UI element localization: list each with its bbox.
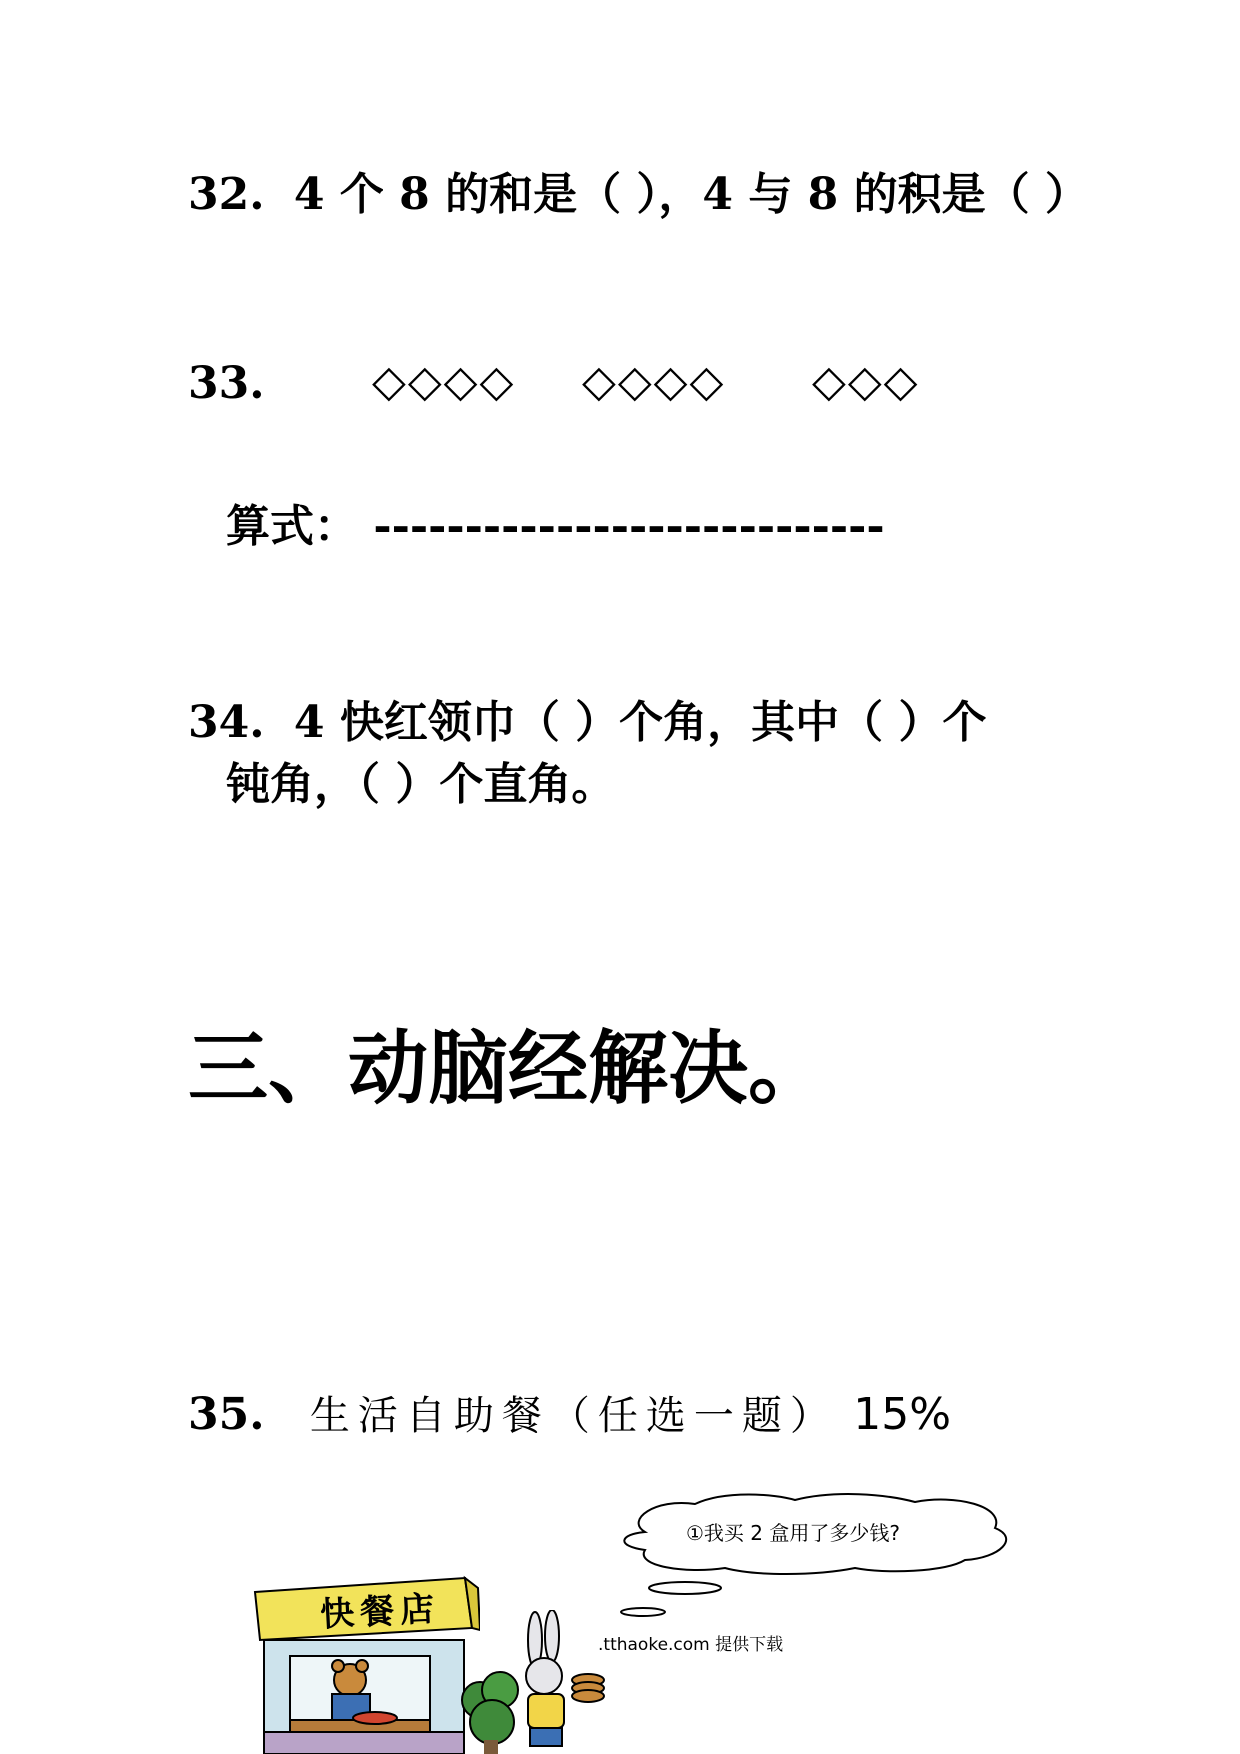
question-text-line2: 钝角，（ ）个直角。 [226, 759, 616, 810]
source-credit: .tthaoke.com 提供下载 [598, 1635, 784, 1655]
question-34 [188, 686, 986, 750]
section-heading: 三、动脑经解决。 [188, 1021, 828, 1115]
rabbit-illustration [500, 1610, 610, 1754]
question-35 [188, 1384, 951, 1441]
formula-label: 算式： [226, 501, 358, 552]
diamond-group-3: ◇◇◇ [812, 356, 920, 407]
thought-bubble [615, 1490, 1025, 1620]
question-33-number: 33. [188, 358, 265, 409]
question-text-line1: 4 快红领巾（ ）个角，其中（ ）个 [293, 697, 987, 748]
question-number: 35. [188, 1389, 265, 1440]
question-number: 32. [188, 169, 265, 220]
diamond-group-1: ◇◇◇◇ [372, 356, 516, 407]
question-text: 4 个 8 的和是（ ），4 与 8 的积是（ ） [293, 169, 1089, 220]
bubble-question: ①我买 2 盒用了多少钱? [686, 1521, 900, 1545]
question-title: 生活自助餐（任选一题） [309, 1393, 838, 1439]
formula-answer-line: ---------------------------- [373, 501, 885, 552]
question-number: 34. [188, 697, 265, 748]
diamond-group-2: ◇◇◇◇ [582, 356, 726, 407]
score-percent: 15% [853, 1389, 952, 1440]
formula-row [226, 490, 885, 554]
shop-sign: 快餐店 [319, 1588, 442, 1636]
question-32 [188, 158, 1089, 222]
